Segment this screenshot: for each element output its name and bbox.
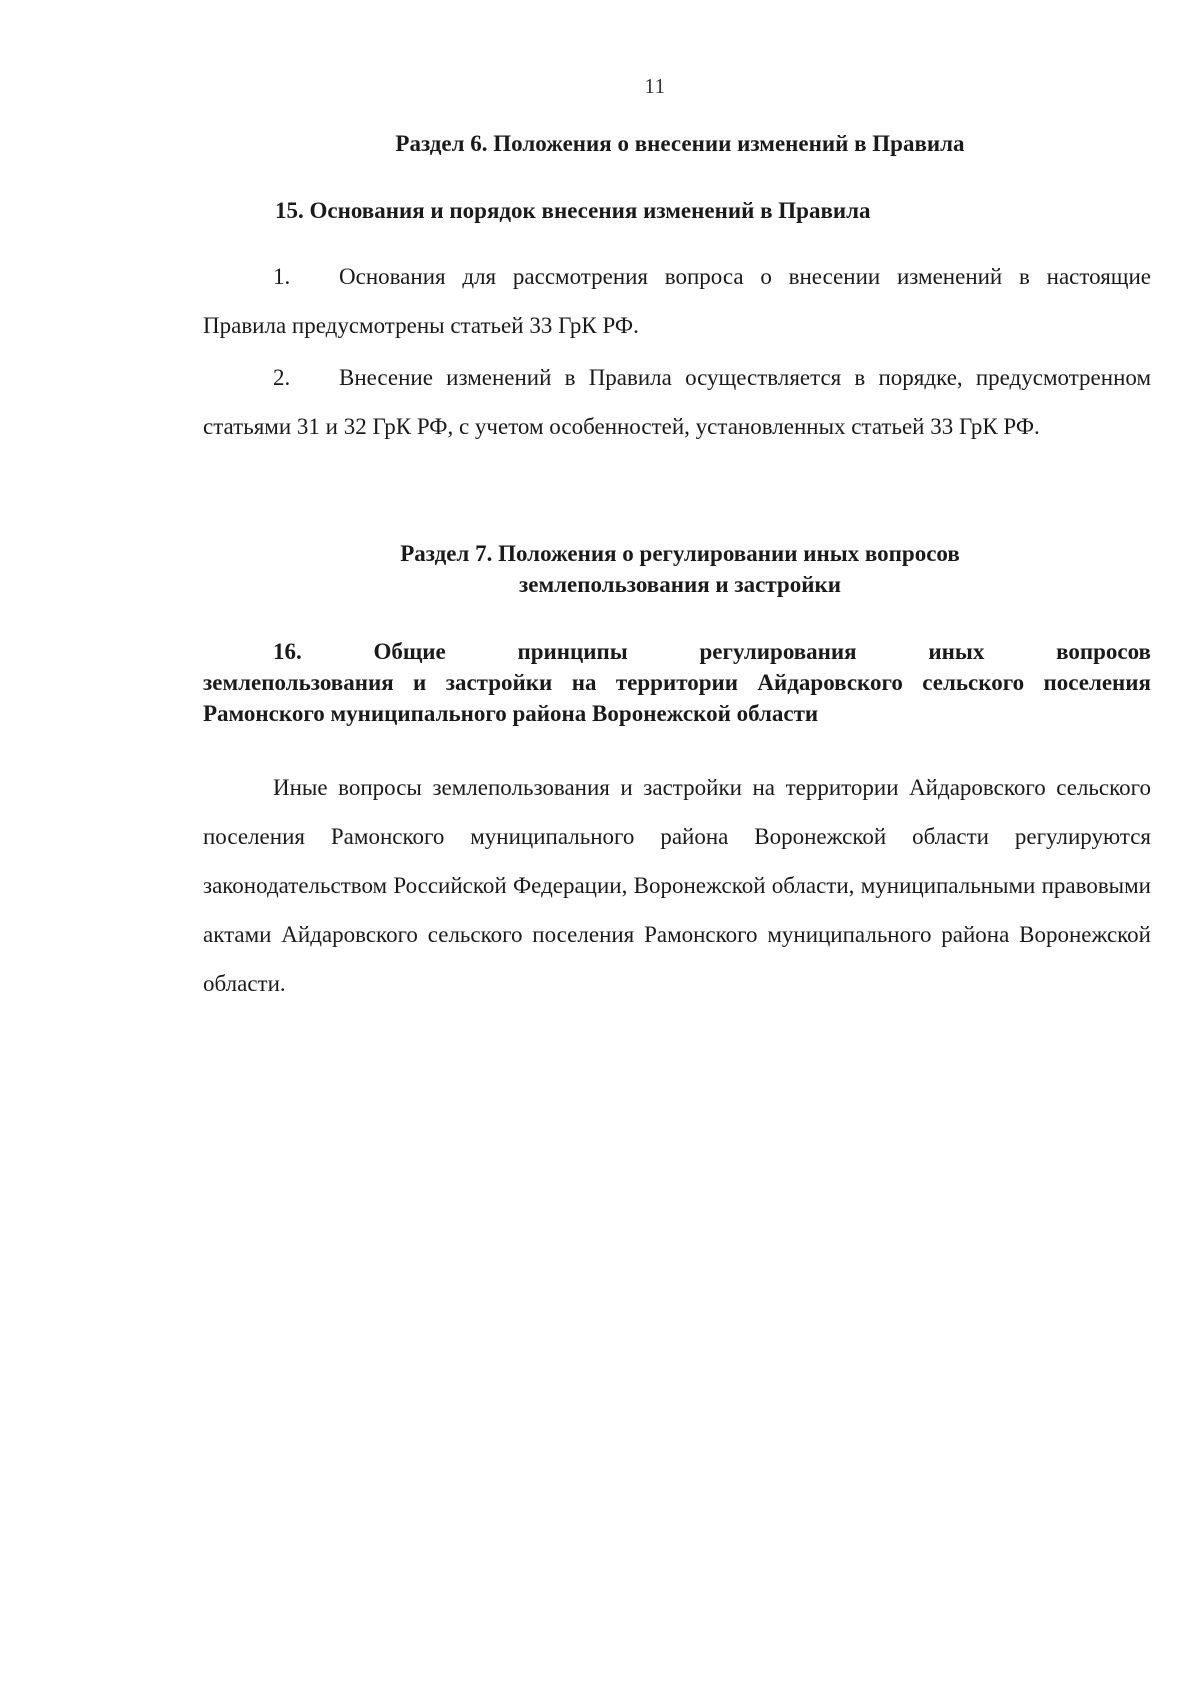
- section-7-heading-line-2: землепользования и застройки: [519, 572, 841, 597]
- section-6-heading: Раздел 6. Положения о внесении изменений в Правила: [395, 131, 965, 156]
- item-number: 1.: [273, 264, 291, 289]
- article-16-word: вопросов: [1056, 639, 1151, 664]
- item-text: Внесение изменений в Правила осуществляется в порядке, предусмотренном статьями 31 и 32 ГрК РФ, с учетом особенностей, установленных статьей 33 ГрК РФ.: [203, 365, 1151, 439]
- article-16-heading-first-line: [203, 636, 1151, 667]
- article-15-item-1: [203, 252, 1151, 350]
- section-7-heading: [300, 538, 1060, 600]
- article-15-item-2: [203, 353, 1151, 451]
- article-16-heading: [203, 636, 1151, 729]
- article-16-text: Иные вопросы землепользования и застройки на территории Айдаровского сельского поселения Рамонского муниципального района Воронежской области регулируются законодательством Российской Федерации, Воронежской области, муниципальными правовыми актами Айдаровского сельского поселения Рамонского муниципального района Воронежской области.: [203, 775, 1151, 996]
- article-16-word: Общие: [373, 639, 446, 664]
- article-16-heading-rest: землепользования и застройки на территории Айдаровского сельского поселения Рамонского муниципального района Воронежской области: [203, 670, 1151, 726]
- page-number: 11: [644, 74, 666, 98]
- item-text: Основания для рассмотрения вопроса о внесении изменений в настоящие Правила предусмотрены статьей 33 ГрК РФ.: [203, 264, 1151, 338]
- item-number: 2.: [273, 365, 291, 390]
- article-16-word: принципы: [517, 639, 628, 664]
- article-15-heading: 15. Основания и порядок внесения изменений в Правила: [275, 198, 871, 223]
- section-7-heading-line-1: Раздел 7. Положения о регулировании иных вопросов: [400, 541, 960, 566]
- article-16-word: иных: [928, 639, 985, 664]
- article-16-word: регулирования: [699, 639, 857, 664]
- article-16-number: 16.: [273, 639, 302, 664]
